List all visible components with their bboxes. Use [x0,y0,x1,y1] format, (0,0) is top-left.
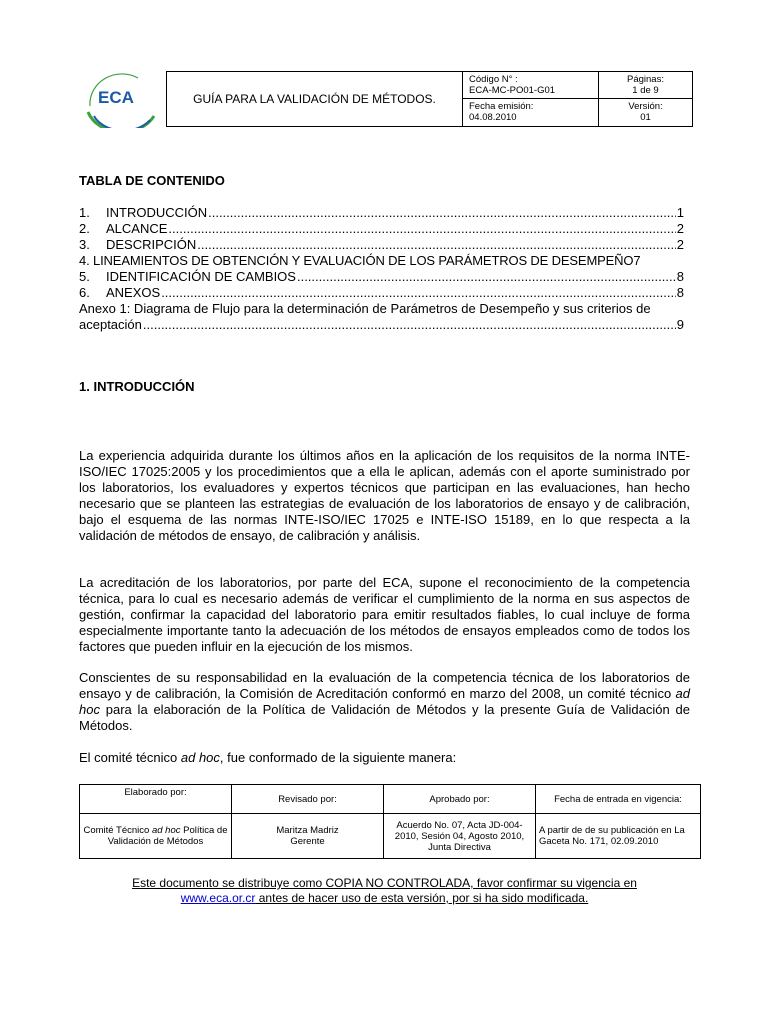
eca-logo [80,72,162,128]
document-title: GUÍA PARA LA VALIDACIÓN DE MÉTODOS. [167,72,463,126]
toc-item-label: ANEXOS [106,285,161,300]
code-value: ECA-MC-PO01-G01 [469,85,556,96]
toc-item-number: 1. [79,205,90,220]
paragraph: La acreditación de los laboratorios, por parte del ECA, supone el reconocimiento de la competencia técnica, para lo cual es necesario además de verificar el cumplimiento de la norma en sus aspectos de gestión, confirmar la capacidad del laboratorio para emitir resultados fiables, lo cual incluye de forma especialmente importante tanto la adecuación de los métodos de ensayos empleados como de todos los factores que pueden influir en la ejecución de los mismos. [79,575,690,654]
toc-leader [168,221,675,237]
toc-item-number: 6. [79,285,90,300]
pages-value: 1 de 9 [632,85,659,96]
paragraph: La experiencia adquirida durante los últimos años en la aplicación de los requisitos de la norma INTE- ISO/IEC 17025:2005 y los procedimientos que a ella le aplican, además con el aporte suministrado por los laboratorios, los evaluadores y expertos técnicos que participan en las evaluaciones, han hecho necesario que se planteen las estrategias de evaluación de los laboratorios de ensayo y de calibración, bajo el esquema de las normas INTE-ISO/IEC 17025 e INTE-ISO 15189, en lo que respecta a la validación de métodos de ensayo, de calibración y análisis. [79,448,690,543]
toc-heading: TABLA DE CONTENIDO [79,173,225,188]
table-cell-aprobado: Acuerdo No. 07, Acta JD-004-2010, Sesión 04, Agosto 2010, Junta Directiva [384,814,536,859]
table-cell-elaborado: Comité Técnico ad hoc Política de Validación de Métodos [80,814,232,859]
version-value: 01 [640,112,651,123]
footer-line: Este documento se distribuye como COPIA NO CONTROLADA, favor confirmar su vigencia en [132,876,637,890]
table-header-cell: Fecha de entrada en vigencia: [536,785,701,814]
table-cell-vigencia: A partir de de su publicación en La Gaceta No. 171, 02.09.2010 [536,814,701,859]
toc-item-page: 1 [676,205,684,220]
toc-item[interactable] [79,221,684,237]
toc-item[interactable] [79,253,684,269]
table-header-cell: Revisado por: [232,785,384,814]
toc-leader [208,205,676,221]
toc-item-page: 7 [633,253,641,268]
toc-item-number: 3. [79,237,90,252]
toc-item-page: 8 [676,269,684,284]
logo-text: ECA [98,88,134,107]
toc-item-label: LINEAMIENTOS DE OBTENCIÓN Y EVALUACIÓN DE LOS PARÁMETROS DE DESEMPEÑO [93,253,634,268]
toc-item-number: 5. [79,269,90,284]
table-header-cell: Aprobado por: [384,785,536,814]
toc-item[interactable] [79,285,684,301]
toc-item-label: ALCANCE [106,221,168,236]
version-label: Versión: [628,101,663,112]
toc-item[interactable] [79,237,684,253]
table-cell-revisado: Maritza Madriz Gerente [232,814,384,859]
toc-item-number: 4. [79,253,90,268]
toc-item-label: DESCRIPCIÓN [106,237,197,252]
toc-item-page: 8 [676,285,684,300]
pages-cell [599,72,692,99]
eca-website-link[interactable]: www.eca.or.cr [180,891,256,905]
date-label: Fecha emisión: [469,101,534,112]
toc-leader [197,237,675,253]
toc-annex-label: Anexo 1: Diagrama de Flujo para la determinación de Parámetros de Desempeño y sus criterios de [79,301,651,316]
pages-label: Páginas: [627,74,664,85]
footer-line: antes de hacer uso de esta versión, por si ha sido modificada. [255,891,589,905]
table-header-row [80,785,701,814]
table-of-contents [79,205,684,333]
section-heading-introduccion: 1. INTRODUCCIÓN [79,379,195,394]
table-row [80,814,701,859]
toc-item[interactable] [79,269,684,285]
toc-item-label: INTRODUCCIÓN [106,205,208,220]
toc-annex-item[interactable] [79,301,684,333]
code-label: Código N° : [469,74,518,85]
code-cell [462,72,599,99]
document-header [166,71,693,127]
footer-notice [79,876,690,906]
paragraph: El comité técnico ad hoc, fue conformado de la siguiente manera: [79,750,457,765]
toc-item-label: IDENTIFICACIÓN DE CAMBIOS [106,269,296,284]
date-value: 04.08.2010 [469,112,517,123]
date-cell [462,99,599,126]
toc-leader [143,317,676,333]
toc-item[interactable] [79,205,684,221]
toc-leader [161,285,676,301]
paragraph: Conscientes de su responsabilidad en la evaluación de la competencia técnica de los laboratorios de ensayo y de calibración, la Comisión de Acreditación conformó en marzo del 2008, un comité técnico ad hoc para la elaboración de la Política de Validación de Métodos y la presente Guía de Validación de Métodos. [79,670,690,733]
toc-annex-page: 9 [676,317,684,332]
toc-leader [297,269,676,285]
toc-annex-label-cont: aceptación [79,317,142,332]
table-header-cell: Elaborado por: [80,785,232,814]
toc-item-page: 2 [676,237,684,252]
version-cell [599,99,692,126]
toc-item-number: 2. [79,221,90,236]
approval-table [79,784,701,859]
toc-item-page: 2 [676,221,684,236]
